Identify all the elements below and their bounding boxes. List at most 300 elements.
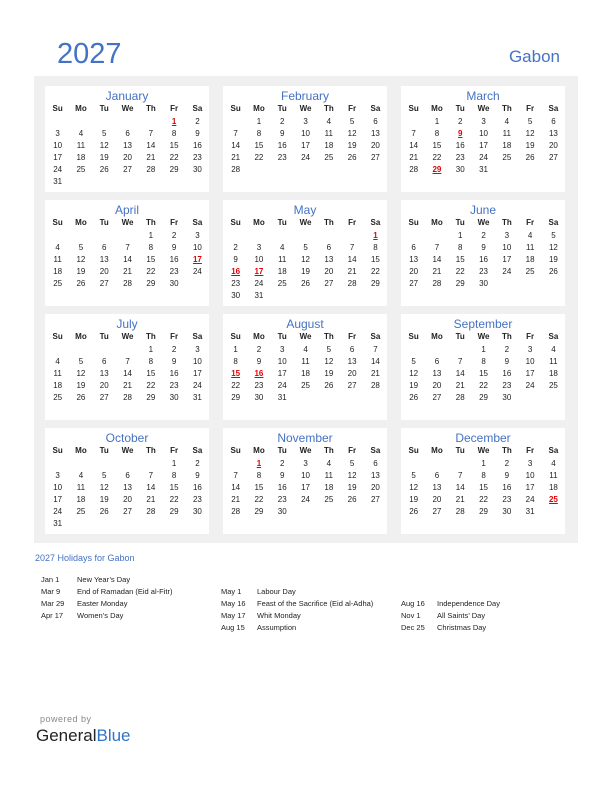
- empty-cell: [224, 116, 247, 128]
- holiday-name: All Saints’ Day: [437, 611, 486, 620]
- day-cell: 7: [434, 243, 440, 252]
- day-cell: 6: [434, 471, 440, 480]
- day-cell: 13: [432, 483, 442, 492]
- day-cell: 24: [192, 267, 202, 276]
- day-cell: 8: [256, 129, 262, 138]
- day-cell: 18: [324, 483, 334, 492]
- day-cell: 24: [277, 381, 287, 390]
- day-cell: 8: [148, 243, 154, 252]
- empty-cell: [271, 164, 294, 176]
- holiday-entry: [221, 587, 296, 596]
- empty-cell: [186, 176, 209, 188]
- day-cell: 11: [324, 471, 333, 480]
- day-cell: 4: [78, 129, 84, 138]
- weekday-header: Su: [52, 446, 63, 455]
- day-cell: 3: [303, 117, 308, 126]
- day-cell: 2: [195, 117, 200, 126]
- day-cell: 16: [169, 255, 179, 264]
- day-cell: 15: [146, 255, 156, 264]
- day-cell: 19: [301, 267, 310, 276]
- day-cell: 10: [53, 141, 63, 150]
- weekday-header: Mo: [75, 446, 87, 455]
- day-grid: [224, 103, 387, 176]
- day-cell: 7: [373, 345, 378, 354]
- weekday-header: Th: [145, 446, 156, 455]
- day-cell: 5: [326, 345, 332, 354]
- day-cell: 27: [432, 507, 442, 516]
- day-cell: 18: [53, 381, 63, 390]
- day-cell: 23: [277, 153, 287, 162]
- empty-cell: [542, 164, 565, 176]
- day-cell: 11: [301, 357, 310, 366]
- empty-cell: [93, 344, 116, 356]
- day-cell: 18: [548, 483, 558, 492]
- day-cell: 9: [504, 471, 510, 480]
- day-cell: 24: [301, 495, 310, 504]
- day-cell: 25: [525, 267, 535, 276]
- day-cell: 8: [481, 357, 486, 366]
- weekday-header: Fr: [348, 218, 357, 227]
- day-cell: 21: [455, 381, 465, 390]
- day-cell: 15: [479, 483, 488, 492]
- empty-cell: [402, 116, 425, 128]
- day-cell: 28: [347, 279, 357, 288]
- day-cell: 2: [280, 117, 285, 126]
- empty-cell: [340, 290, 363, 302]
- day-cell: 7: [458, 357, 463, 366]
- day-cell: 2: [504, 459, 510, 468]
- weekday-header: Tu: [99, 104, 109, 113]
- day-cell: 24: [192, 381, 202, 390]
- day-cell: 12: [347, 471, 357, 480]
- weekday-header: Mo: [253, 218, 265, 227]
- day-cell: 16: [479, 255, 488, 264]
- day-cell: 30: [231, 291, 241, 300]
- day-cell: 12: [548, 243, 558, 252]
- day-cell: 22: [146, 267, 156, 276]
- day-cell: 31: [254, 291, 264, 300]
- month-name: February: [280, 89, 330, 103]
- empty-cell: [116, 458, 139, 470]
- weekday-header: We: [121, 446, 134, 455]
- day-cell: 18: [53, 267, 63, 276]
- day-cell: 12: [409, 369, 419, 378]
- day-cell: 1: [233, 345, 238, 354]
- weekday-header: Sa: [192, 446, 203, 455]
- empty-cell: [425, 458, 448, 470]
- weekday-header: Fr: [170, 446, 179, 455]
- empty-cell: [340, 392, 363, 404]
- day-cell: 4: [326, 459, 332, 468]
- day-cell: 22: [169, 153, 179, 162]
- empty-cell: [294, 164, 317, 176]
- empty-cell: [402, 230, 425, 242]
- empty-cell: [69, 230, 92, 242]
- logo-text-blue: Blue: [96, 726, 131, 745]
- day-cell: 31: [192, 393, 202, 402]
- empty-cell: [93, 230, 116, 242]
- holiday-date: Apr 17: [41, 611, 64, 620]
- day-cell: 2: [504, 345, 510, 354]
- weekday-header: Th: [323, 104, 334, 113]
- day-cell: 8: [171, 129, 177, 138]
- day-cell: 13: [409, 255, 419, 264]
- day-cell: 23: [169, 381, 179, 390]
- empty-cell: [518, 278, 541, 290]
- day-cell: 12: [76, 369, 86, 378]
- empty-cell: [340, 506, 363, 518]
- day-cell: 18: [277, 267, 287, 276]
- weekday-header: Fr: [170, 332, 179, 341]
- weekday-header: Sa: [370, 104, 381, 113]
- day-cell: 26: [347, 495, 357, 504]
- day-cell: 27: [548, 153, 558, 162]
- day-cell: 14: [231, 483, 241, 492]
- holiday-date: May 17: [221, 611, 246, 620]
- empty-cell: [69, 344, 92, 356]
- weekday-header: We: [299, 218, 312, 227]
- day-cell: 14: [370, 357, 380, 366]
- day-cell: 30: [502, 393, 512, 402]
- day-cell: 14: [231, 141, 241, 150]
- day-cell: 29: [370, 279, 380, 288]
- day-cell: 30: [502, 507, 512, 516]
- day-cell: 27: [347, 381, 357, 390]
- day-cell: 27: [370, 495, 380, 504]
- day-cell: 4: [78, 471, 84, 480]
- day-cell: 20: [123, 495, 132, 504]
- empty-cell: [116, 344, 139, 356]
- day-cell: 12: [99, 141, 109, 150]
- weekday-header: Th: [323, 218, 334, 227]
- month-january: [45, 86, 209, 192]
- day-cell: 16: [192, 483, 202, 492]
- empty-cell: [162, 518, 185, 530]
- day-cell: 8: [481, 471, 486, 480]
- holiday-day: 17: [192, 255, 202, 264]
- day-cell: 25: [324, 153, 334, 162]
- day-cell: 28: [455, 393, 465, 402]
- day-cell: 13: [123, 141, 132, 150]
- empty-cell: [93, 458, 116, 470]
- empty-cell: [542, 506, 565, 518]
- month-name: September: [453, 317, 513, 331]
- day-cell: 20: [432, 381, 442, 390]
- day-cell: 16: [169, 369, 179, 378]
- day-cell: 17: [479, 141, 488, 150]
- holiday-name: Easter Monday: [77, 599, 128, 608]
- day-grid: [46, 217, 209, 290]
- holiday-date: Mar 29: [41, 599, 65, 608]
- holiday-day: 25: [548, 495, 558, 504]
- day-cell: 19: [409, 495, 419, 504]
- weekday-header: We: [477, 332, 490, 341]
- day-cell: 17: [301, 483, 310, 492]
- empty-cell: [93, 116, 116, 128]
- day-cell: 29: [479, 393, 488, 402]
- day-cell: 10: [192, 243, 202, 252]
- day-cell: 19: [347, 483, 357, 492]
- weekday-header: Fr: [170, 104, 179, 113]
- empty-cell: [449, 458, 472, 470]
- day-cell: 21: [123, 381, 132, 390]
- holiday-day: 1: [256, 459, 262, 468]
- day-cell: 13: [370, 471, 380, 480]
- day-cell: 11: [53, 255, 62, 264]
- day-cell: 25: [502, 153, 512, 162]
- day-cell: 21: [123, 267, 132, 276]
- day-cell: 29: [479, 507, 488, 516]
- empty-cell: [139, 116, 162, 128]
- weekday-header: Su: [408, 104, 419, 113]
- day-cell: 29: [254, 507, 264, 516]
- weekday-header: We: [477, 104, 490, 113]
- day-cell: 12: [525, 129, 535, 138]
- day-cell: 22: [479, 495, 488, 504]
- day-cell: 26: [76, 279, 86, 288]
- empty-cell: [116, 116, 139, 128]
- day-cell: 17: [277, 369, 287, 378]
- weekday-header: We: [299, 332, 312, 341]
- empty-cell: [402, 458, 425, 470]
- holiday-day: 1: [373, 231, 378, 240]
- holiday-name: Christmas Day: [437, 623, 487, 632]
- weekday-header: We: [121, 332, 134, 341]
- day-cell: 2: [195, 459, 200, 468]
- day-cell: 7: [458, 471, 463, 480]
- day-cell: 20: [432, 495, 442, 504]
- day-cell: 4: [55, 357, 60, 366]
- day-cell: 5: [551, 231, 556, 240]
- empty-cell: [224, 458, 247, 470]
- day-grid: [46, 331, 209, 404]
- weekday-header: Sa: [370, 332, 381, 341]
- day-cell: 9: [280, 471, 285, 480]
- weekday-header: Sa: [370, 446, 381, 455]
- day-cell: 3: [55, 129, 60, 138]
- empty-cell: [317, 392, 340, 404]
- day-cell: 23: [169, 267, 179, 276]
- holiday-entry: [401, 599, 500, 608]
- weekday-header: Fr: [348, 104, 357, 113]
- weekday-header: Tu: [99, 332, 109, 341]
- day-cell: 29: [231, 393, 241, 402]
- day-cell: 7: [125, 243, 130, 252]
- day-cell: 26: [324, 381, 334, 390]
- month-name: June: [469, 203, 497, 217]
- weekday-header: Th: [145, 218, 156, 227]
- day-cell: 15: [254, 483, 264, 492]
- day-cell: 23: [502, 495, 512, 504]
- month-name: March: [466, 89, 500, 103]
- day-cell: 5: [411, 357, 416, 366]
- day-cell: 18: [324, 141, 334, 150]
- day-cell: 26: [99, 165, 109, 174]
- holiday-entry: [401, 623, 486, 632]
- weekday-header: We: [477, 218, 490, 227]
- day-cell: 27: [409, 279, 419, 288]
- empty-cell: [46, 458, 69, 470]
- day-cell: 21: [432, 267, 442, 276]
- day-cell: 8: [233, 357, 238, 366]
- day-cell: 15: [146, 369, 156, 378]
- holiday-date: Jan 1: [41, 575, 60, 584]
- day-cell: 10: [479, 129, 488, 138]
- day-cell: 14: [455, 483, 465, 492]
- day-cell: 4: [303, 345, 308, 354]
- day-cell: 17: [192, 369, 202, 378]
- day-cell: 7: [349, 243, 355, 252]
- day-cell: 18: [502, 141, 512, 150]
- holiday-name: Feast of the Sacrifice (Eid al-Adha): [257, 599, 374, 608]
- day-cell: 20: [99, 267, 109, 276]
- holiday-name: New Year’s Day: [77, 575, 131, 584]
- day-cell: 27: [123, 507, 132, 516]
- empty-cell: [294, 392, 317, 404]
- day-cell: 30: [169, 393, 179, 402]
- weekday-header: Sa: [548, 446, 559, 455]
- weekday-header: Sa: [192, 332, 203, 341]
- day-cell: 27: [99, 279, 109, 288]
- weekday-header: Sa: [192, 218, 203, 227]
- holiday-entry: [221, 611, 301, 620]
- day-cell: 5: [102, 129, 107, 138]
- empty-cell: [93, 176, 116, 188]
- day-cell: 28: [409, 165, 419, 174]
- day-cell: 26: [409, 507, 419, 516]
- weekday-header: Th: [145, 104, 156, 113]
- empty-cell: [425, 230, 448, 242]
- day-cell: 10: [502, 243, 512, 252]
- day-cell: 1: [171, 459, 177, 468]
- day-cell: 7: [125, 357, 130, 366]
- day-cell: 25: [324, 495, 334, 504]
- day-cell: 2: [171, 345, 177, 354]
- day-cell: 8: [148, 357, 154, 366]
- month-february: [223, 86, 387, 192]
- empty-cell: [317, 506, 340, 518]
- day-cell: 21: [347, 267, 357, 276]
- weekday-header: Sa: [548, 104, 559, 113]
- day-cell: 22: [455, 267, 465, 276]
- day-cell: 29: [146, 279, 156, 288]
- day-cell: 13: [324, 255, 334, 264]
- weekday-header: Mo: [253, 104, 265, 113]
- day-cell: 29: [146, 393, 156, 402]
- month-october: [45, 428, 209, 534]
- day-cell: 12: [324, 357, 334, 366]
- day-cell: 11: [549, 357, 558, 366]
- day-cell: 2: [280, 459, 285, 468]
- weekday-header: Su: [408, 446, 419, 455]
- day-cell: 6: [125, 471, 130, 480]
- day-cell: 11: [549, 471, 558, 480]
- day-cell: 25: [53, 279, 63, 288]
- weekday-header: Fr: [526, 446, 535, 455]
- day-cell: 23: [192, 495, 202, 504]
- holiday-entry: [41, 587, 172, 596]
- day-cell: 27: [370, 153, 380, 162]
- day-cell: 24: [53, 165, 63, 174]
- day-cell: 27: [432, 393, 442, 402]
- holiday-name: Whit Monday: [257, 611, 301, 620]
- day-cell: 22: [231, 381, 241, 390]
- day-cell: 19: [347, 141, 357, 150]
- day-cell: 17: [525, 369, 535, 378]
- day-cell: 14: [347, 255, 357, 264]
- day-cell: 10: [525, 357, 535, 366]
- day-cell: 20: [99, 381, 109, 390]
- day-cell: 22: [254, 495, 264, 504]
- day-cell: 10: [277, 357, 287, 366]
- empty-cell: [139, 458, 162, 470]
- weekday-header: Su: [230, 446, 241, 455]
- weekday-header: Sa: [370, 218, 381, 227]
- month-name: December: [455, 431, 511, 445]
- day-cell: 6: [434, 357, 440, 366]
- day-cell: 14: [123, 369, 132, 378]
- month-august: [223, 314, 387, 420]
- day-cell: 1: [148, 345, 154, 354]
- day-cell: 21: [409, 153, 419, 162]
- day-cell: 15: [254, 141, 264, 150]
- empty-cell: [449, 344, 472, 356]
- day-cell: 28: [146, 507, 156, 516]
- day-cell: 13: [432, 369, 442, 378]
- day-cell: 19: [409, 381, 419, 390]
- day-cell: 5: [349, 459, 355, 468]
- weekday-header: Tu: [455, 104, 465, 113]
- day-cell: 15: [432, 141, 442, 150]
- day-cell: 2: [458, 117, 463, 126]
- day-cell: 12: [99, 483, 109, 492]
- day-grid: [402, 217, 565, 290]
- generalblue-logo[interactable]: [36, 726, 131, 746]
- day-cell: 6: [102, 243, 107, 252]
- holiday-entry: [221, 623, 296, 632]
- day-cell: 19: [525, 141, 535, 150]
- day-cell: 6: [373, 459, 378, 468]
- empty-cell: [116, 176, 139, 188]
- empty-cell: [364, 164, 387, 176]
- month-name: July: [116, 317, 138, 331]
- empty-cell: [271, 230, 294, 242]
- day-cell: 15: [169, 483, 179, 492]
- weekday-header: Su: [52, 104, 63, 113]
- day-grid: [402, 103, 565, 176]
- month-name: April: [114, 203, 139, 217]
- day-cell: 11: [324, 129, 333, 138]
- weekday-header: Sa: [192, 104, 203, 113]
- weekday-header: Th: [501, 446, 512, 455]
- day-cell: 5: [411, 471, 416, 480]
- day-cell: 16: [277, 141, 287, 150]
- weekday-header: We: [299, 446, 312, 455]
- calendar-panel: [34, 76, 578, 543]
- day-cell: 31: [53, 177, 63, 186]
- weekday-header: Mo: [431, 218, 443, 227]
- day-cell: 24: [53, 507, 63, 516]
- day-cell: 10: [301, 471, 310, 480]
- weekday-header: Sa: [548, 332, 559, 341]
- weekday-header: Th: [501, 218, 512, 227]
- day-cell: 3: [256, 243, 262, 252]
- day-cell: 11: [502, 129, 511, 138]
- day-cell: 14: [146, 141, 156, 150]
- day-cell: 1: [434, 117, 440, 126]
- empty-cell: [518, 392, 541, 404]
- day-cell: 4: [504, 117, 510, 126]
